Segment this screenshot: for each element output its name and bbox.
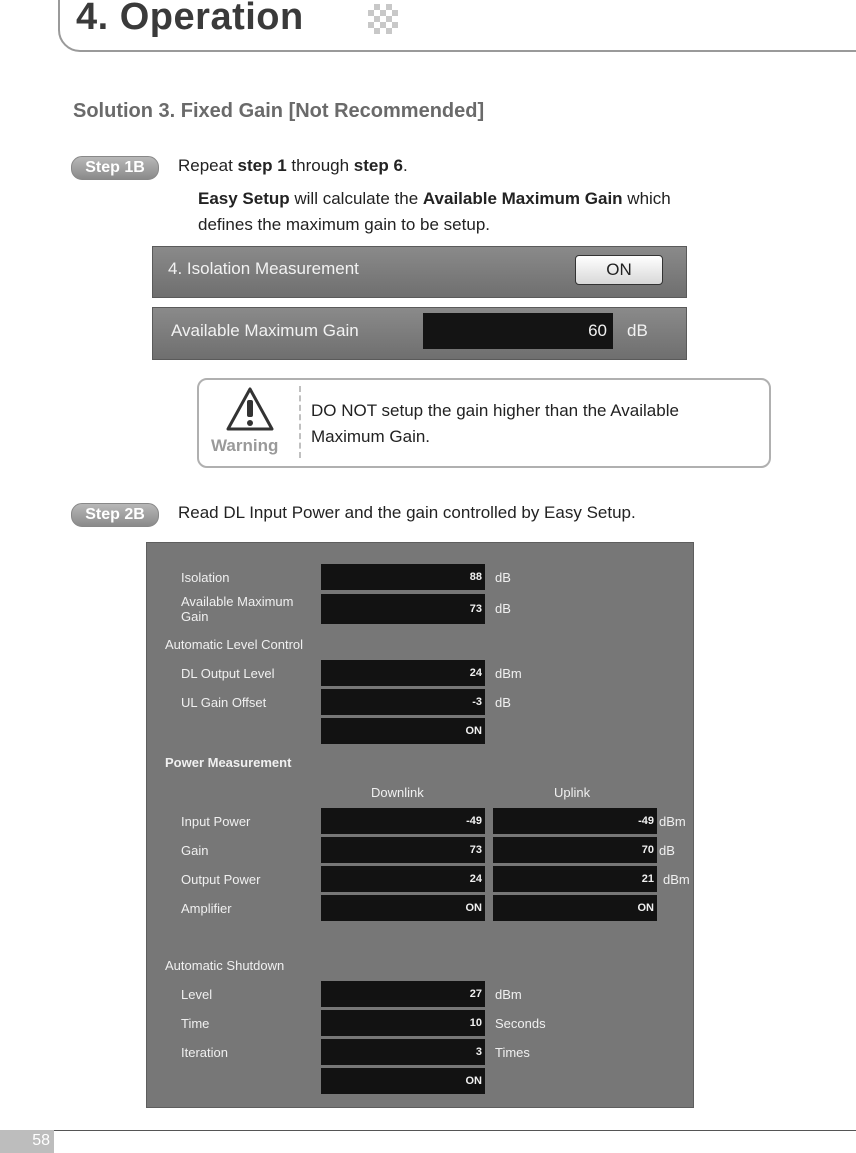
available-max-gain-panel: [152, 307, 687, 360]
isolation-measurement-panel: [152, 246, 687, 298]
warning-triangle-icon: [225, 386, 275, 432]
amplifier-label: Amplifier: [181, 901, 232, 916]
warning-text: DO NOT setup the gain higher than the Available Maximum Gain.: [311, 401, 679, 446]
output-power-unit: dBm: [663, 872, 690, 887]
ul-gain-offset-unit: dB: [495, 695, 511, 710]
gain-unit: dB: [659, 843, 675, 858]
shutdown-level-label: Level: [181, 987, 213, 1002]
gain-label: Gain: [181, 843, 209, 858]
input-power-ul-value: -49: [493, 808, 657, 834]
shutdown-iteration-label: Iteration: [181, 1045, 228, 1060]
output-power-dl-value: 24: [321, 866, 485, 892]
easy-setup-text: Easy Setup will calculate the Available Maximum Gain which defines the maximum gain to be setup.: [198, 189, 671, 234]
output-power-ul-value: 21: [493, 866, 657, 892]
page-number: 58: [0, 1130, 54, 1153]
shutdown-state-value[interactable]: ON: [321, 1068, 485, 1094]
avail-max-gain-unit: dB: [495, 601, 511, 616]
step-2b-text: Read DL Input Power and the gain controlled by Easy Setup.: [178, 503, 636, 522]
available-max-gain-label: Available Maximum Gain: [171, 321, 359, 340]
gain-dl-value: 73: [321, 837, 485, 863]
isolation-measurement-label: 4. Isolation Measurement: [168, 259, 359, 278]
available-max-gain-value: 60: [423, 313, 613, 349]
avail-max-gain-value: 73: [321, 594, 485, 624]
downlink-header: Downlink: [371, 785, 424, 800]
gain-ul-value: 70: [493, 837, 657, 863]
shutdown-level-unit: dBm: [495, 987, 522, 1002]
avail-max-gain-label: Available Maximum Gain: [181, 594, 294, 624]
alc-title: Automatic Level Control: [165, 637, 304, 652]
input-power-unit: dBm: [659, 814, 686, 829]
solution-title: Solution 3. Fixed Gain [Not Recommended]: [73, 100, 485, 122]
auto-shutdown-title: Automatic Shutdown: [165, 958, 285, 973]
step-1b-text: Repeat step 1 through step 6.: [178, 156, 408, 175]
shutdown-level-value: 27: [321, 981, 485, 1007]
available-max-gain-unit: dB: [627, 321, 648, 340]
warning-box: [197, 378, 771, 468]
step-1b-badge: Step 1B: [71, 156, 159, 180]
dl-output-level-unit: dBm: [495, 666, 522, 681]
alc-state-value[interactable]: ON: [321, 718, 485, 744]
chapter-title: 4. Operation: [76, 0, 304, 38]
warning-label: Warning: [211, 436, 279, 455]
ul-gain-offset-label: UL Gain Offset: [181, 695, 267, 710]
amplifier-dl-value[interactable]: ON: [321, 895, 485, 921]
shutdown-iteration-unit: Times: [495, 1045, 530, 1060]
dl-output-level-value: 24: [321, 660, 485, 686]
isolation-unit: dB: [495, 570, 511, 585]
shutdown-time-value: 10: [321, 1010, 485, 1036]
uplink-header: Uplink: [554, 785, 591, 800]
input-power-dl-value: -49: [321, 808, 485, 834]
isolation-label: Isolation: [181, 570, 230, 585]
input-power-label: Input Power: [181, 814, 251, 829]
step-2b-badge: Step 2B: [71, 503, 159, 527]
status-screen-panel: [146, 542, 694, 1108]
shutdown-time-unit: Seconds: [495, 1016, 546, 1031]
shutdown-iteration-value: 3: [321, 1039, 485, 1065]
checker-decoration-icon: [368, 4, 402, 34]
power-measurement-title: Power Measurement: [165, 755, 292, 770]
isolation-value: 88: [321, 564, 485, 590]
amplifier-ul-value[interactable]: ON: [493, 895, 657, 921]
shutdown-time-label: Time: [181, 1016, 210, 1031]
isolation-on-button[interactable]: ON: [575, 255, 663, 285]
ul-gain-offset-value: -3: [321, 689, 485, 715]
footer-line: [54, 1130, 856, 1131]
dl-output-level-label: DL Output Level: [181, 666, 275, 681]
warning-divider: [299, 386, 301, 458]
output-power-label: Output Power: [181, 872, 261, 887]
